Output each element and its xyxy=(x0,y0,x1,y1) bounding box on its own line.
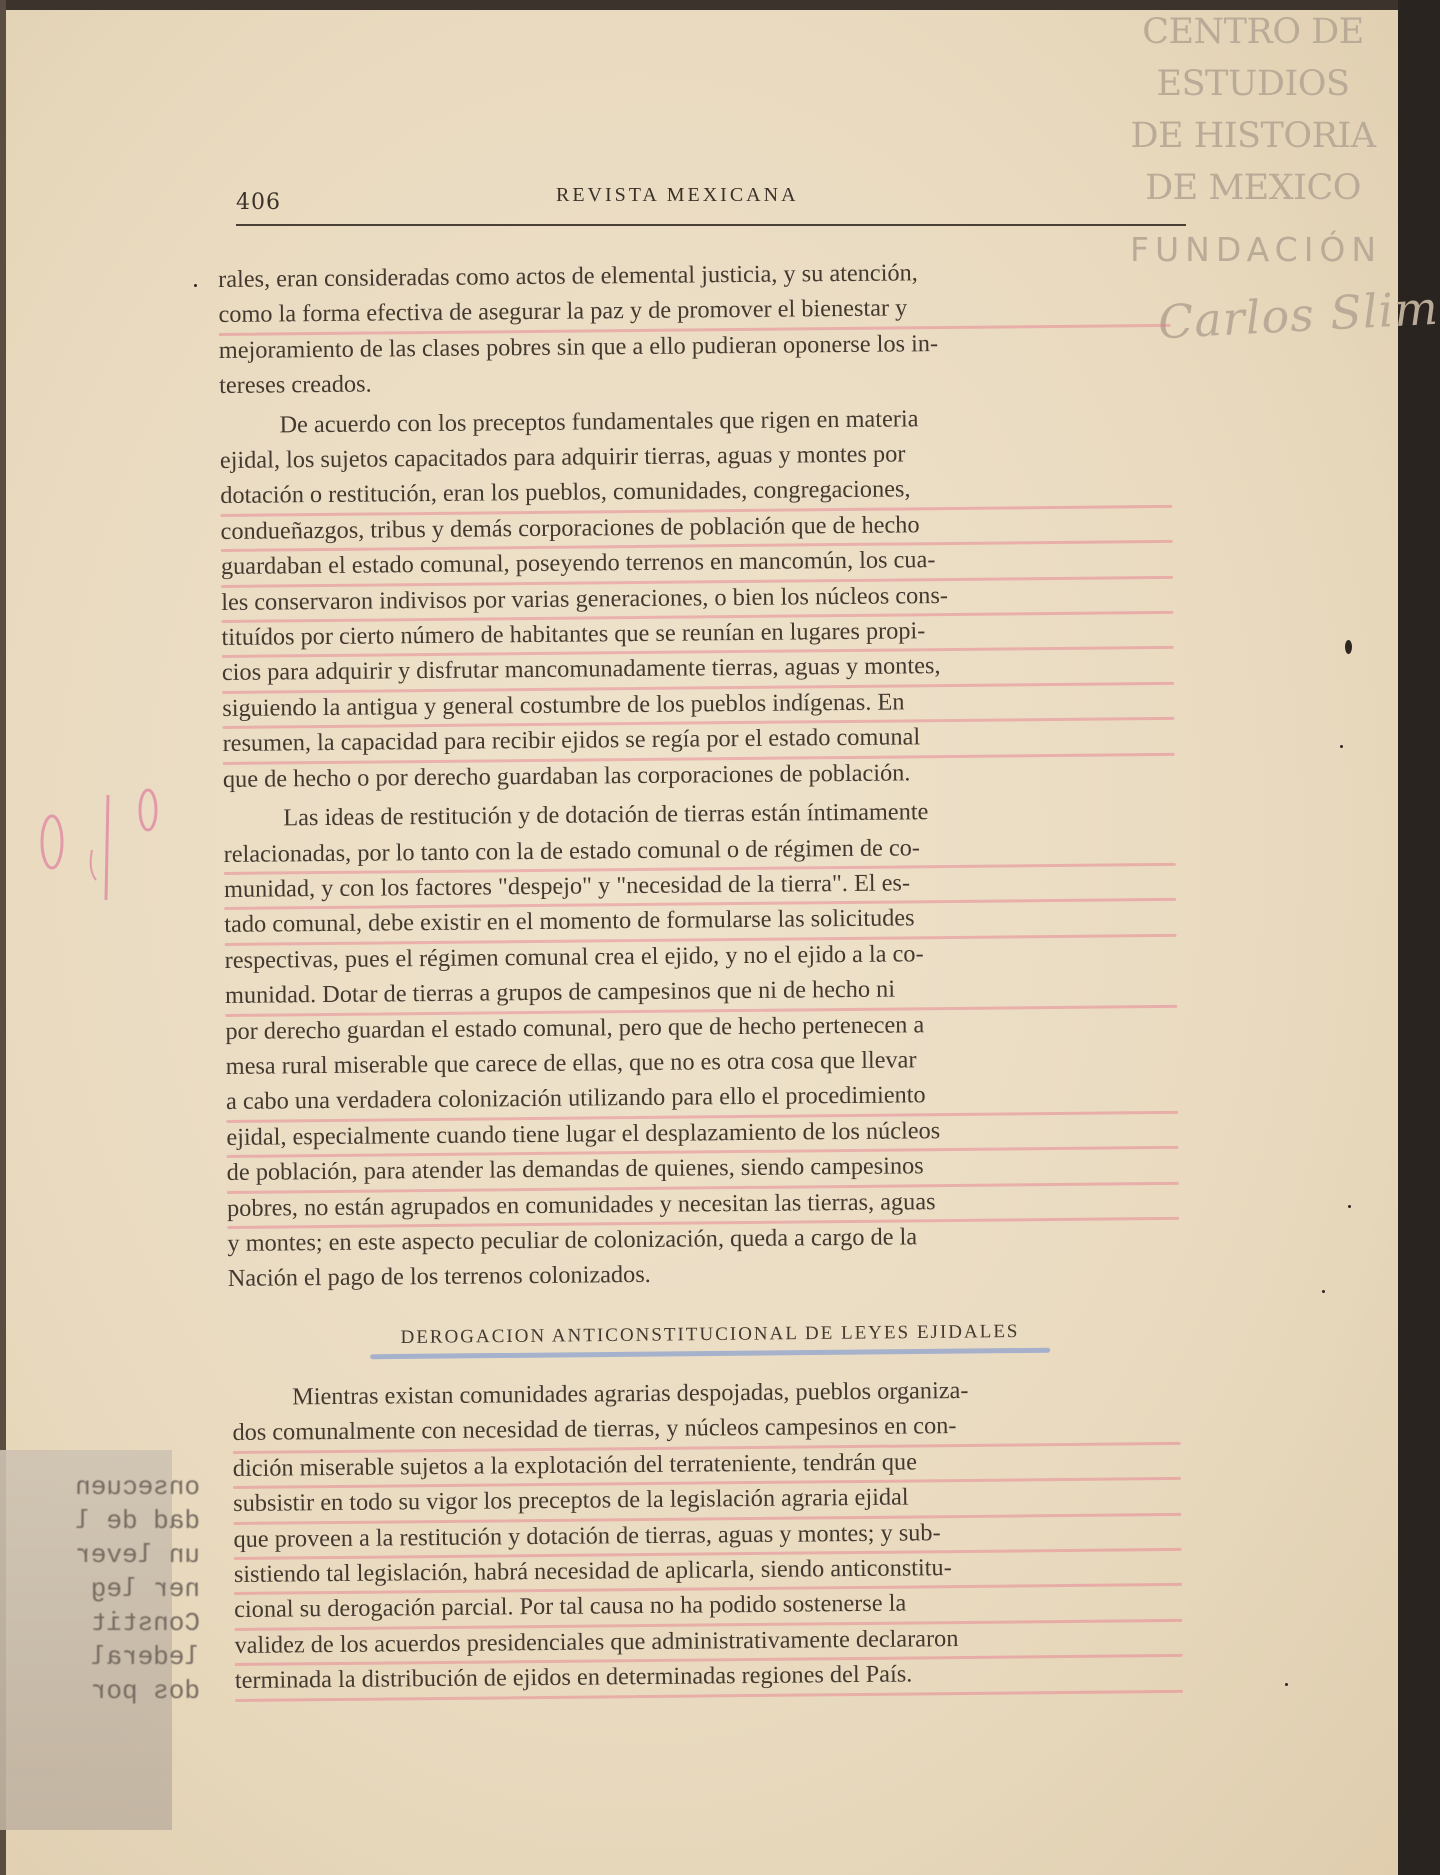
text-line: Nación el pago de los terrenos colonizados. xyxy=(227,1261,651,1293)
text-line: tereses creados. xyxy=(219,370,372,400)
text-line: a cabo una verdadera colonización utilizando para ello el procedimiento xyxy=(226,1075,1188,1120)
text-line: dos comunalmente con necesidad de tierras, y núcleos campesinos en con- xyxy=(232,1406,1190,1451)
text-line: pobres, no están agrupados en comunidades y necesitan las tierras, aguas xyxy=(227,1181,1189,1226)
text-line: que proveen a la restitución y dotación de tierras, aguas y montes; y sub- xyxy=(233,1512,1191,1557)
text-line: Mientras existan comunidades agrarias despojadas, pueblos organiza- xyxy=(292,1376,969,1411)
text-line: ejidal, especialmente cuando tiene lugar el desplazamiento de los núcleos xyxy=(226,1110,1188,1155)
header-rule xyxy=(236,224,1186,226)
ink-speck xyxy=(1285,1683,1288,1686)
text-line: munidad. Dotar de tierras a grupos de campesinos que ni de hecho ni xyxy=(225,969,1187,1014)
ink-speck xyxy=(1322,1290,1325,1293)
watermark-line: CENTRO DE xyxy=(1142,12,1364,52)
ink-speck xyxy=(1345,640,1352,654)
text-line: y montes; en este aspecto peculiar de colonización, queda a cargo de la xyxy=(227,1223,918,1257)
text-line: dotación o restitución, eran los pueblos, comunidades, congregaciones, xyxy=(220,469,1182,514)
running-head: REVISTA MEXICANA xyxy=(556,184,799,206)
text-line: resumen, la capacidad para recibir ejidos se regía por el estado comunal xyxy=(222,717,1184,762)
text-line: tado comunal, debe existir en el momento de formularse las solicitudes xyxy=(224,898,1186,943)
text-line: ejidal, los sujetos capacitados para adquirir tierras, aguas y montes por xyxy=(219,440,906,475)
text-line: relacionadas, por lo tanto con la de estado comunal o de régimen de co- xyxy=(224,827,1186,872)
text-line: munidad, y con los factores "despejo" y "necesidad de la tierra". El es- xyxy=(224,863,1186,908)
text-line: les conservaron indivisos por varias generaciones, o bien los núcleos cons- xyxy=(221,575,1183,620)
text-line: respectivas, pues el régimen comunal crea el ejido, y no el ejido a la co- xyxy=(224,939,924,974)
text-line: validez de los acuerdos presidenciales que administrativamente declararon xyxy=(234,1619,1192,1664)
text-line: mejoramiento de las clases pobres sin que a ello pudieran oponerse los in- xyxy=(218,329,939,364)
text-line: sistiendo tal legislación, habrá necesidad de aplicarla, siendo anticonstitu- xyxy=(234,1548,1192,1593)
text-line: mesa rural miserable que carece de ellas, que no es otra cosa que llevar xyxy=(225,1046,917,1080)
text-line: tituídos por cierto número de habitantes que se reunían en lugares propi- xyxy=(221,611,1183,656)
watermark-fundacion: FUNDACIÓN xyxy=(1130,230,1383,269)
ink-speck xyxy=(1348,1205,1351,1208)
text-line: subsistir en todo su vigor los preceptos de la legislación agraria ejidal xyxy=(233,1477,1191,1522)
text-line: que de hecho o por derecho guardaban las corporaciones de población. xyxy=(222,759,911,793)
body-text-upper xyxy=(218,253,1190,1297)
section-title: DEROGACION ANTICONSTITUCIONAL DE LEYES EJIDALES xyxy=(350,1321,1070,1350)
page-header xyxy=(236,176,1186,230)
text-line: De acuerdo con los preceptos fundamentales que rigen en materia xyxy=(279,404,919,439)
fragment-text: onsecuen dad de l un lever ner leg Constit lederal dos por xyxy=(75,1472,200,1706)
watermark-line: DE MEXICO xyxy=(1145,168,1361,208)
text-line: rales, eran consideradas como actos de elemental justicia, y su atención, xyxy=(218,259,918,293)
text-line: cional su derogación parcial. Por tal causa no ha podido sostenerse la xyxy=(234,1583,1192,1628)
text-line: por derecho guardan el estado comunal, pero que de hecho pertenecen a xyxy=(225,1010,925,1045)
text-line: dición miserable sujetos a la explotación del terrateniente, tendrán que xyxy=(233,1442,1191,1487)
page-number: 406 xyxy=(236,190,281,215)
watermark-line: ESTUDIOS xyxy=(1156,64,1350,104)
watermark-signature: Carlos Slim xyxy=(1156,280,1440,350)
watermark-line: DE HISTORIA xyxy=(1130,116,1376,156)
text-line: guardaban el estado comunal, poseyendo terrenos en mancomún, los cua- xyxy=(221,540,1183,585)
text-line: como la forma efectiva de asegurar la paz y de promover el bienestar y xyxy=(218,288,1180,333)
ink-speck xyxy=(1340,745,1343,748)
text-line: cios para adquirir y disfrutar mancomunadamente tierras, aguas y montes, xyxy=(222,646,1184,691)
text-line: Las ideas de restitución y de dotación de tierras están íntimamente xyxy=(283,798,929,832)
margin-note-scribble xyxy=(30,780,170,920)
text-line: terminada la distribución de ejidos en determinadas regiones del País. xyxy=(235,1654,1193,1699)
text-line: de población, para atender las demandas de quienes, siendo campesinos xyxy=(227,1146,1189,1191)
ink-speck xyxy=(194,284,197,287)
body-text-lower xyxy=(232,1371,1193,1699)
text-line: condueñazgos, tribus y demás corporaciones de población que de hecho xyxy=(220,505,1182,550)
text-line: siguiendo la antigua y general costumbre de los pueblos indígenas. En xyxy=(222,682,1184,727)
bleed-through-fragment xyxy=(0,1450,200,1830)
